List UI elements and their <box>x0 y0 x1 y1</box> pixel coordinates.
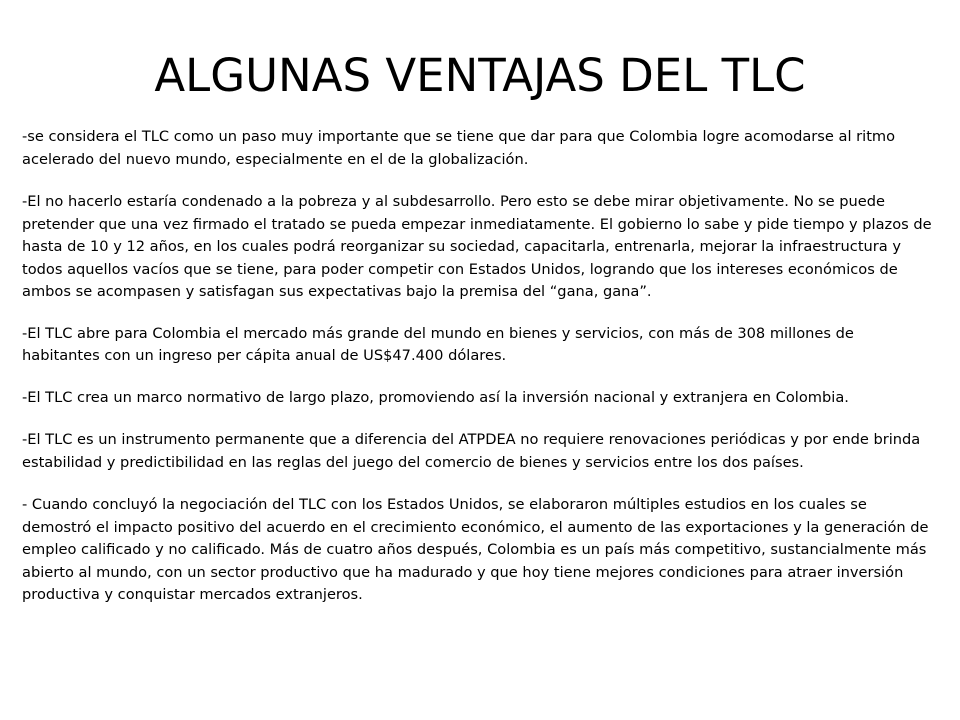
paragraph-4: -El TLC crea un marco normativo de largo plazo, promoviendo así la inversión nacional y extranjera en Colombia. <box>22 388 849 406</box>
slide-title: ALGUNAS VENTAJAS DEL TLC <box>154 49 806 102</box>
paragraph-2: -El no hacerlo estaría condenado a la pobreza y al subdesarrollo. Pero esto se debe mirar objetivamente. No se puede pretender que una vez firmado el tratado se pueda empezar inmediatamente. El gobierno lo sabe y pide tiempo y plazos de hasta de 10 y 12 años, en los cuales podrá reorganizar su sociedad, capacitarla, entrenarla, mejorar la infraestructura y todos aquellos vacíos que se tiene, para poder competir con Estados Unidos, logrando que los intereses económicos de ambos se acompasen y satisfagan sus expectativas bajo la premisa del “gana, gana”. <box>22 193 932 300</box>
paragraph-6: - Cuando concluyó la negociación del TLC con los Estados Unidos, se elaboraron múltiples estudios en los cuales se demostró el impacto positivo del acuerdo en el crecimiento económico, el aumento de las exportaciones y la generación de empleo calificado y no calificado. Más de cuatro años después, Colombia es un país más competitivo, sustancialmente más abierto al mundo, con un sector productivo que ha madurado y que hoy tiene mejores condiciones para atraer inversión productiva y conquistar mercados extranjeros. <box>22 496 929 603</box>
paragraph-1: -se considera el TLC como un paso muy importante que se tiene que dar para que Colombia logre acomodarse al ritmo acelerado del nuevo mundo, especialmente en el de la globalización. <box>22 128 896 168</box>
paragraph-3: -El TLC abre para Colombia el mercado más grande del mundo en bienes y servicios, con más de 308 millones de habitantes con un ingreso per cápita anual de US$47.400 dólares. <box>22 324 854 364</box>
slide-body <box>22 126 934 627</box>
paragraph-5: -El TLC es un instrumento permanente que a diferencia del ATPDEA no requiere renovaciones periódicas y por ende brinda estabilidad y predictibilidad en las reglas del juego del comercio de bienes y servicios entre los dos países. <box>22 431 921 471</box>
